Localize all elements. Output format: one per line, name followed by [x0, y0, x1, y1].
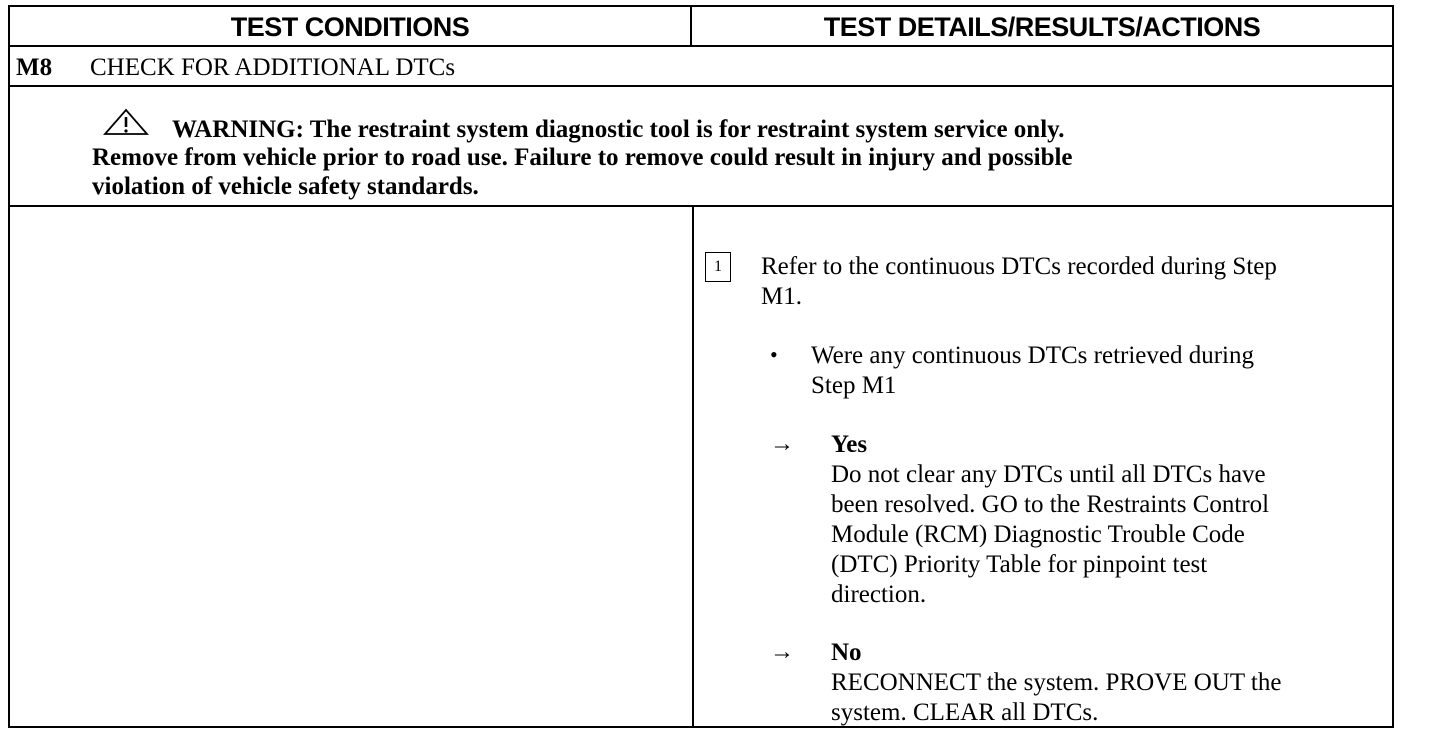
step-title: CHECK FOR ADDITIONAL DTCs [90, 54, 456, 81]
yes-line: Module (RCM) Diagnostic Trouble Code [831, 521, 1245, 548]
yes-line: Do not clear any DTCs until all DTCs have [831, 461, 1266, 488]
instruction-line: Refer to the continuous DTCs recorded during Step [761, 253, 1277, 280]
warning-line-2: Remove from vehicle prior to road use. Failure to remove could result in injury and possible [92, 144, 1073, 171]
body-column-divider [692, 205, 694, 728]
yes-line: direction. [831, 581, 927, 608]
step-id: M8 [16, 54, 53, 81]
warning-line-1: WARNING: The restraint system diagnostic tool is for restraint system service only. [172, 116, 1065, 143]
warning-triangle-icon [102, 107, 154, 137]
no-label: No [831, 639, 862, 666]
question-line: Were any continuous DTCs retrieved during [811, 342, 1255, 369]
question-line: Step M1 [811, 372, 897, 399]
diagnostic-test-table [8, 5, 1394, 728]
step-number-box: 1 [705, 252, 731, 282]
arrow-icon: → [770, 639, 794, 665]
yes-line: (DTC) Priority Table for pinpoint test [831, 551, 1208, 578]
yes-line: been resolved. GO to the Restraints Control [831, 491, 1270, 518]
no-line: system. CLEAR all DTCs. [831, 699, 1099, 726]
arrow-icon: → [770, 431, 794, 457]
warning-divider [10, 205, 1392, 207]
step-title-divider [10, 85, 1392, 87]
bullet-icon: • [770, 342, 778, 367]
question-text [811, 341, 1391, 401]
instruction-text [761, 252, 1391, 312]
header-test-details: TEST DETAILS/RESULTS/ACTIONS [823, 12, 1261, 42]
instruction-line: M1. [761, 283, 802, 310]
no-line: RECONNECT the system. PROVE OUT the [831, 669, 1282, 696]
yes-result [831, 430, 1391, 610]
header-test-conditions: TEST CONDITIONS [230, 12, 470, 42]
no-result [831, 638, 1391, 728]
yes-label: Yes [831, 431, 868, 458]
warning-line-3: violation of vehicle safety standards. [92, 173, 479, 200]
